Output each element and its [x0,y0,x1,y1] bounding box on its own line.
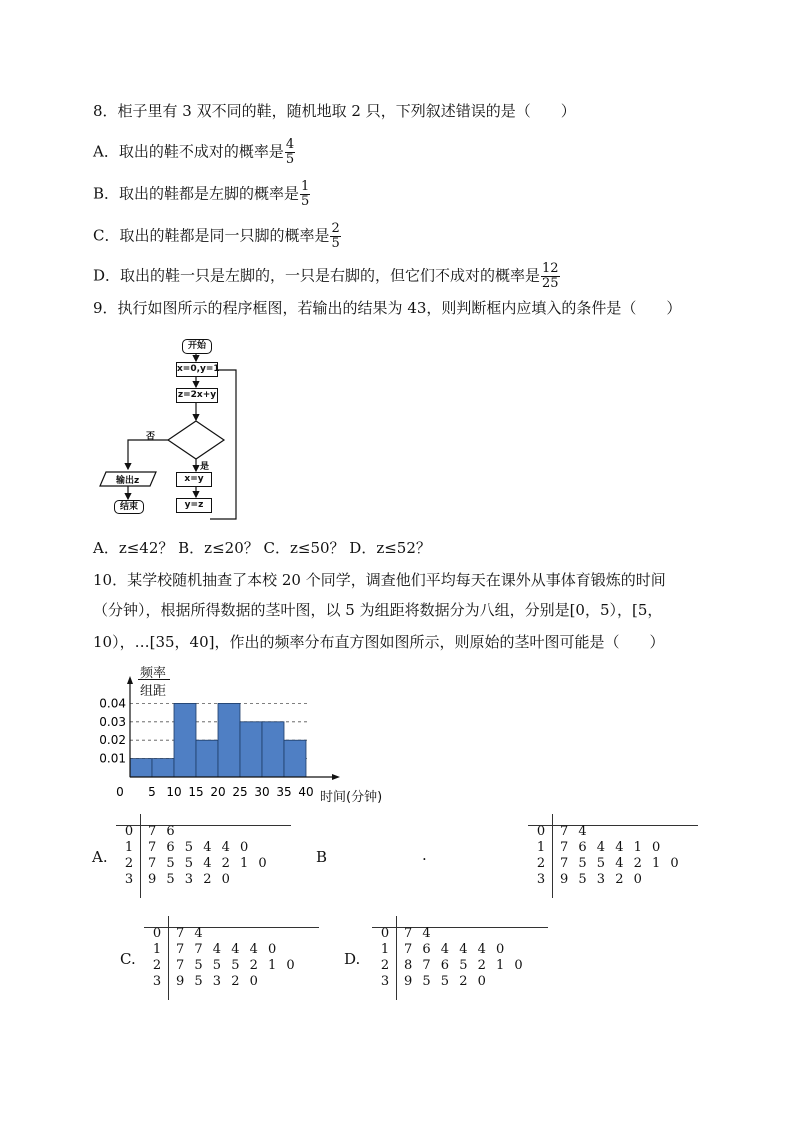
stemleaf-option-a [92,822,297,900]
stemleaf-leaves: 9 5 3 2 0 [148,872,230,887]
stemleaf-stem: 1 [536,840,546,855]
q8-option-a [93,138,295,167]
stemleaf-stem: 3 [536,872,546,887]
histogram-xtick-label: 10 [166,785,182,799]
arrow-no [128,440,168,469]
decision-diamond [168,421,224,459]
stemleaf-stem: 0 [380,926,390,941]
stemleaf-stem: 0 [152,926,162,941]
histogram-x-axis-arrow [332,774,340,780]
stemleaf-leaves: 7 6 [148,824,175,839]
stemleaf-leaves: 7 4 [560,824,587,839]
stemleaf-stem: 1 [124,840,134,855]
q8-option-c [93,222,341,251]
stemleaf-stem: 3 [380,974,390,989]
fraction-denominator: 25 [542,276,559,291]
histogram-bar [218,703,240,777]
flowchart-assign-x: x=y [176,472,212,487]
q9-stem: 9．执行如图所示的程序框图，若输出的结果为 43，则判断框内应填入的条件是（ ） [93,299,682,317]
q9-flowchart [96,335,256,525]
histogram-bar [284,740,306,777]
q10-histogram [92,660,402,805]
q8-option-c-fraction [330,222,340,251]
flowchart-output: 输出z [116,476,140,486]
stemleaf-option-dot: . [422,846,427,864]
q8-option-d [93,262,560,291]
q10-stem-line2: （分钟），根据所得数据的茎叶图，以 5 为组距将数据分为八组，分别是[0，5），[5， [93,601,663,619]
flowchart-assign-y: y=z [176,498,212,513]
stemleaf-horizontal-line [372,927,548,928]
stemleaf-leaves: 9 5 3 2 0 [176,974,258,989]
histogram-bar [152,759,174,777]
q8-option-d-text: D．取出的鞋一只是左脚的，一只是右脚的，但它们不成对的概率是 [93,266,541,285]
stemleaf-vertical-line [140,814,141,898]
histogram-ytick-label: 0.02 [99,733,126,748]
histogram-bar [240,722,262,777]
stemleaf-leaves: 7 4 [176,926,203,941]
histogram-xtick-label: 40 [298,785,314,799]
histogram-bar [196,740,218,777]
stemleaf-vertical-line [168,916,169,1000]
fraction-denominator: 5 [301,194,310,209]
stemleaf-leaves: 7 6 4 4 1 0 [560,840,661,855]
stemleaf-leaves: 7 6 5 4 4 0 [148,840,249,855]
stemleaf-stem: 0 [536,824,546,839]
histogram-ytick-label: 0.01 [99,751,126,766]
q10-stem-line3: 10），…[35，40]，作出的频率分布直方图如图所示，则原始的茎叶图可能是（ ） [93,633,665,651]
stemleaf-option-label: B [316,848,328,866]
stemleaf-leaves: 7 4 [404,926,431,941]
flowchart-compute: z=2x+y [176,388,218,403]
histogram-xlabel: 时间(分钟) [320,790,383,805]
stemleaf-horizontal-line [144,927,319,928]
stemleaf-stem: 2 [152,958,162,973]
histogram-xtick-label: 5 [148,785,156,799]
fraction-numerator: 1 [301,179,310,194]
histogram-svg [92,660,402,805]
q10-stem-line1: 10．某学校随机抽查了本校 20 个同学，调查他们平均每天在课外从事体育锻炼的时间 [93,571,666,589]
q8-option-b [93,180,310,209]
stemleaf-stem: 2 [124,856,134,871]
histogram-bar [262,722,284,777]
stemleaf-stem: 2 [536,856,546,871]
stemleaf-leaves: 7 7 4 4 4 0 [176,942,277,957]
q8-option-a-text: A．取出的鞋不成对的概率是 [93,142,284,161]
stemleaf-horizontal-line [116,825,291,826]
q8-option-b-text: B．取出的鞋都是左脚的概率是 [93,184,300,203]
stemleaf-leaves: 7 5 5 4 2 1 0 [560,856,679,871]
stemleaf-vertical-line [396,916,397,1000]
flowchart-end: 结束 [114,500,144,514]
flowchart-start: 开始 [182,339,212,354]
stemleaf-stem: 0 [124,824,134,839]
histogram-bar [174,703,196,777]
stemleaf-option-label: C. [120,950,136,968]
stemleaf-option-label: D. [344,950,361,968]
q8-stem: 8．柜子里有 3 双不同的鞋，随机地取 2 只，下列叙述错误的是（ ） [93,102,576,120]
q8-option-a-fraction [285,138,295,167]
stemleaf-leaves: 7 6 4 4 4 0 [404,942,505,957]
fraction-numerator: 4 [285,137,295,152]
stemleaf-stem: 2 [380,958,390,973]
flowchart-yes-label: 是 [200,462,210,472]
stemleaf-leaves: 7 5 5 5 2 1 0 [176,958,295,973]
stemleaf-leaves: 8 7 6 5 2 1 0 [404,958,523,973]
histogram-bar [130,759,152,777]
histogram-xtick-label: 20 [210,785,226,799]
q8-option-c-text: C．取出的鞋都是同一只脚的概率是 [93,226,330,245]
stemleaf-option-b [316,822,701,900]
stemleaf-horizontal-line [528,825,698,826]
stemleaf-leaves: 7 5 5 4 2 1 0 [148,856,267,871]
stemleaf-stem: 3 [152,974,162,989]
stemleaf-stem: 3 [124,872,134,887]
stemleaf-stem: 1 [380,942,390,957]
stemleaf-vertical-line [552,814,553,898]
fraction-denominator: 5 [331,236,340,251]
histogram-xtick-label: 35 [276,785,292,799]
histogram-ytick-label: 0.04 [99,696,126,711]
histogram-ytick-label: 0.03 [99,714,126,729]
histogram-ylabel-top: 频率 [140,666,167,681]
histogram-xtick-label: 30 [254,785,270,799]
histogram-xtick-label: 15 [188,785,204,799]
stemleaf-leaves: 9 5 3 2 0 [560,872,642,887]
stemleaf-leaves: 9 5 5 2 0 [404,974,486,989]
q8-option-b-fraction [300,180,310,209]
histogram-y-axis-arrow [127,676,133,684]
fraction-numerator: 12 [542,261,559,276]
q9-options: A．z≤42？ B．z≤20？ C．z≤50？ D．z≤52？ [93,539,431,557]
fraction-numerator: 2 [331,221,340,236]
histogram-ylabel-bottom: 组距 [140,684,167,699]
flowchart-init: x=0,y=1 [176,362,218,377]
fraction-denominator: 5 [285,152,295,167]
stemleaf-option-d [344,924,554,1002]
stemleaf-option-c [120,924,325,1002]
stemleaf-option-label: A. [92,848,108,866]
flowchart-no-label: 否 [146,432,156,442]
stemleaf-stem: 1 [152,942,162,957]
q8-option-d-fraction [541,262,560,291]
histogram-xtick-label: 25 [232,785,248,799]
histogram-xtick-label: 0 [116,785,124,799]
